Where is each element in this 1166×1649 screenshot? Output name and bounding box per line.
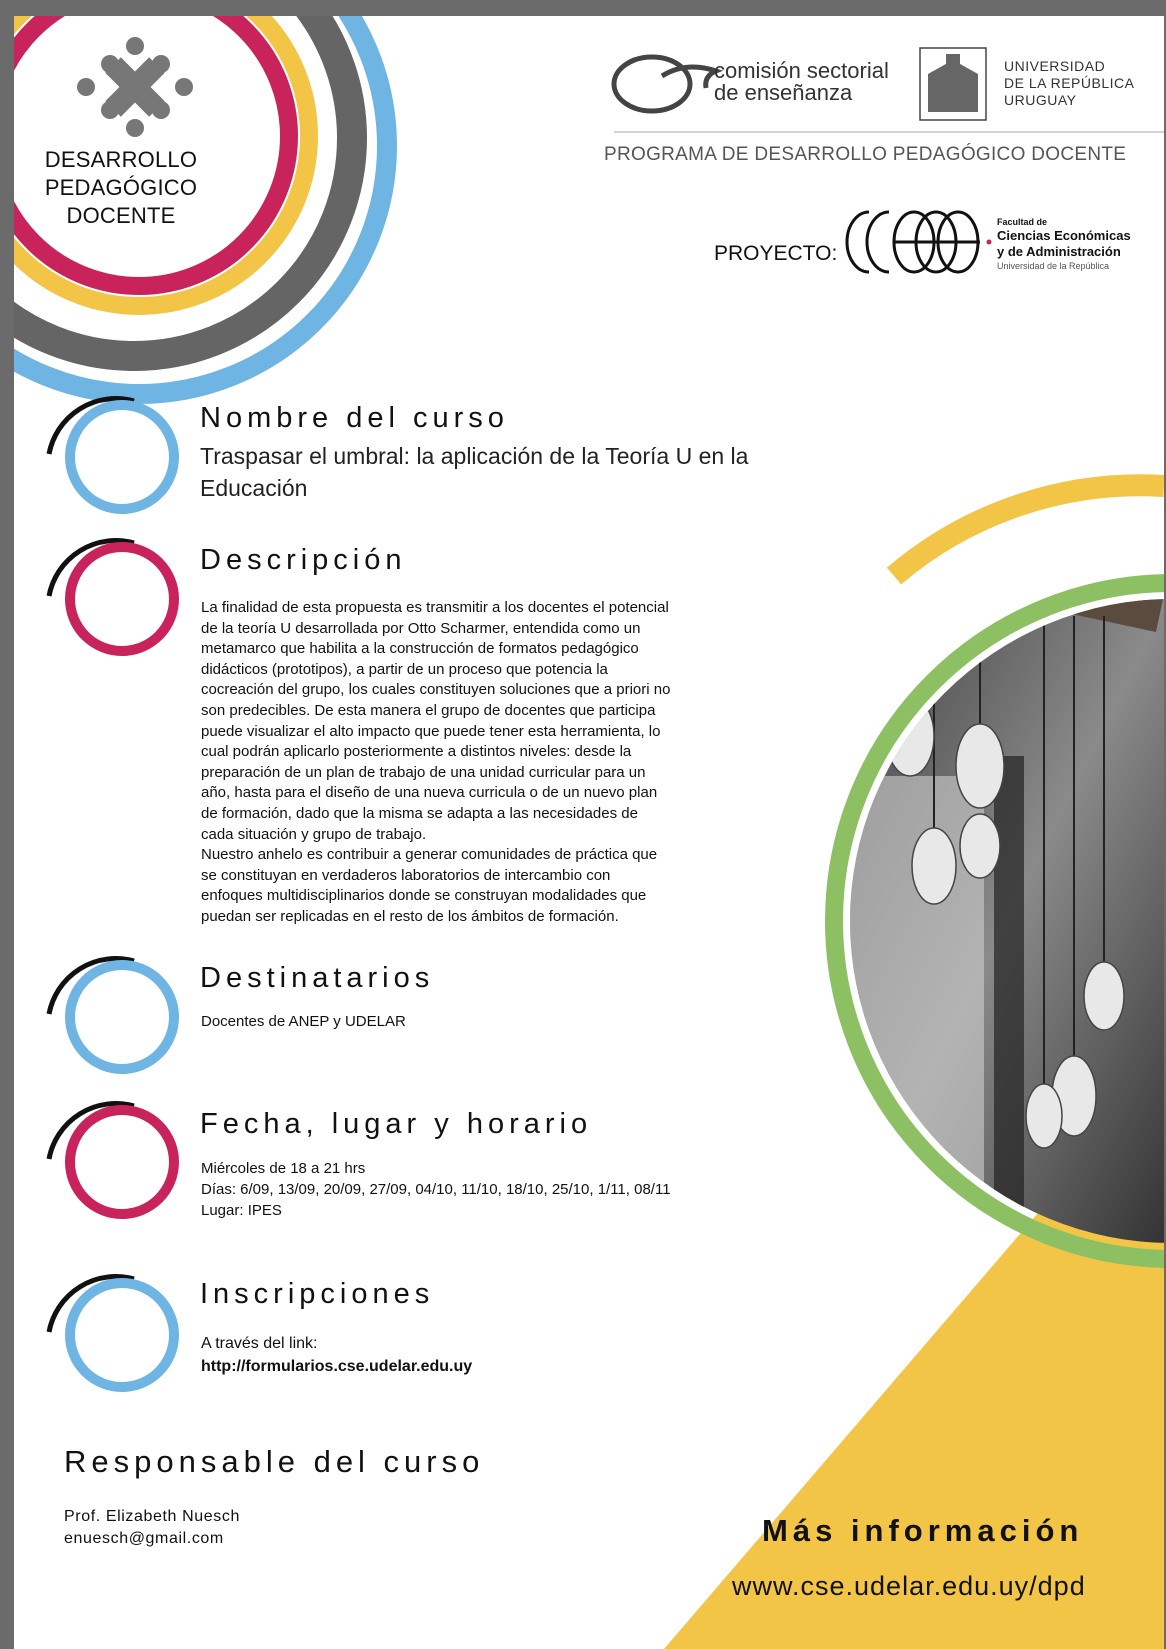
inscripciones-link[interactable]: http://formularios.cse.udelar.edu.uy [201,1358,473,1375]
descripcion-line: metamarco que habilita a la construcción de formatos pedagógico [201,640,639,658]
fecha-schedule: Miércoles de 18 a 21 hrs [201,1160,366,1177]
proyecto-label: PROYECTO: [714,242,838,265]
udelar-line-2: DE LA REPÚBLICA [1004,75,1135,91]
descripcion-line: cual podrán aplicarlo posteriormente a distintos niveles: desde la [201,743,632,761]
fecha-days: Días: 6/09, 13/09, 20/09, 27/09, 04/10, 11/10, 18/10, 25/10, 1/11, 08/11 [201,1181,671,1198]
descripcion-line: didácticos (prototipos), a partir de un proceso que potencia la [201,660,608,678]
descripcion-line: son predecibles. De esta manera el grupo de docentes que participa [201,701,656,719]
cse-line-2: de enseñanza [714,80,853,105]
red-dot-icon [987,240,992,245]
ccea-line-2: Ciencias Económicas [997,228,1131,243]
destinatarios-title: Destinatarios [200,962,435,994]
descripcion-body [201,598,811,928]
descripcion-title: Descripción [200,544,407,576]
inscripciones-text: A través del link: [201,1335,318,1352]
cceea-logo-icon [847,212,980,272]
yellow-arc [894,485,1164,576]
cse-logo-icon [614,57,716,111]
fecha-body [201,1158,671,1221]
ccea-line-3: y de Administración [997,244,1121,259]
inscripciones-body [201,1332,472,1378]
logo-title-line: DOCENTE [66,203,176,228]
poster [14,16,1164,1649]
descripcion-line: cocreación del grupo, los cuales constituyen soluciones que a priori no [201,681,671,699]
descripcion-line: de la teoría U desarrollada por Otto Scharmer, entendida como un [201,619,641,637]
mas-info-title: Más información [762,1513,1084,1548]
descripcion-line: puede visualizar el alto impacto que puede tener esta herramienta, lo [201,722,661,740]
responsable-body [64,1506,240,1550]
program-title: PROGRAMA DE DESARROLLO PEDAGÓGICO DOCENTE [604,144,1127,165]
mas-info-url[interactable]: www.cse.udelar.edu.uy/dpd [732,1571,1086,1601]
cse-name [714,60,889,104]
fecha-title: Fecha, lugar y horario [200,1108,593,1140]
logo-title-line: DESARROLLO [44,147,198,172]
udelar-name [1004,58,1134,109]
descripcion-line: preparación de un plan de trabajo de una unidad curricular para un [201,763,646,781]
descripcion-line: cada situación y grupo de trabajo. [201,825,427,843]
udelar-line-1: UNIVERSIDAD [1004,58,1106,74]
responsable-title: Responsable del curso [64,1444,485,1479]
inscripciones-title: Inscripciones [200,1278,435,1310]
ccea-line-4: Universidad de la República [997,261,1110,271]
nombre-title: Nombre del curso [200,402,509,434]
descripcion-line: enfoques multidisciplinarios donde se construyan modalidades que [201,887,647,905]
course-name: Traspasar el umbral: la aplicación de la Teoría U en la Educación [200,443,749,501]
responsable-name: Prof. Elizabeth Nuesch [64,1508,240,1525]
destinatarios-body: Docentes de ANEP y UDELAR [201,1013,406,1030]
section-bullets [49,399,174,1387]
descripcion-line: La finalidad de esta propuesta es transmitir a los docentes el potencial [201,599,669,616]
descripcion-line: Nuestro anhelo es contribuir a generar comunidades de práctica que [201,846,658,864]
ccea-name [997,217,1131,272]
descripcion-line: se constituyan en verdaderos laboratorios de intercambio con [201,866,611,884]
udelar-line-3: URUGUAY [1004,92,1077,108]
lightbulbs-photo [834,540,1164,1266]
udelar-building-icon [920,48,986,120]
fecha-place: Lugar: IPES [201,1202,282,1219]
dpd-logo-title [36,146,206,230]
ccea-line-1: Facultad de [997,217,1048,227]
logo-title-line: PEDAGÓGICO [44,175,198,200]
descripcion-line: puedan ser replicadas en el resto de los ámbitos de formación. [201,907,619,925]
cse-line-1: comisión sectorial [714,58,889,83]
descripcion-line: de formación, dado que la misma se adapta a las necesidades de [201,804,638,822]
responsable-email[interactable]: enuesch@gmail.com [64,1530,224,1547]
descripcion-line: año, hasta para el diseño de una nueva curricula o de un nuevo plan [201,784,658,802]
